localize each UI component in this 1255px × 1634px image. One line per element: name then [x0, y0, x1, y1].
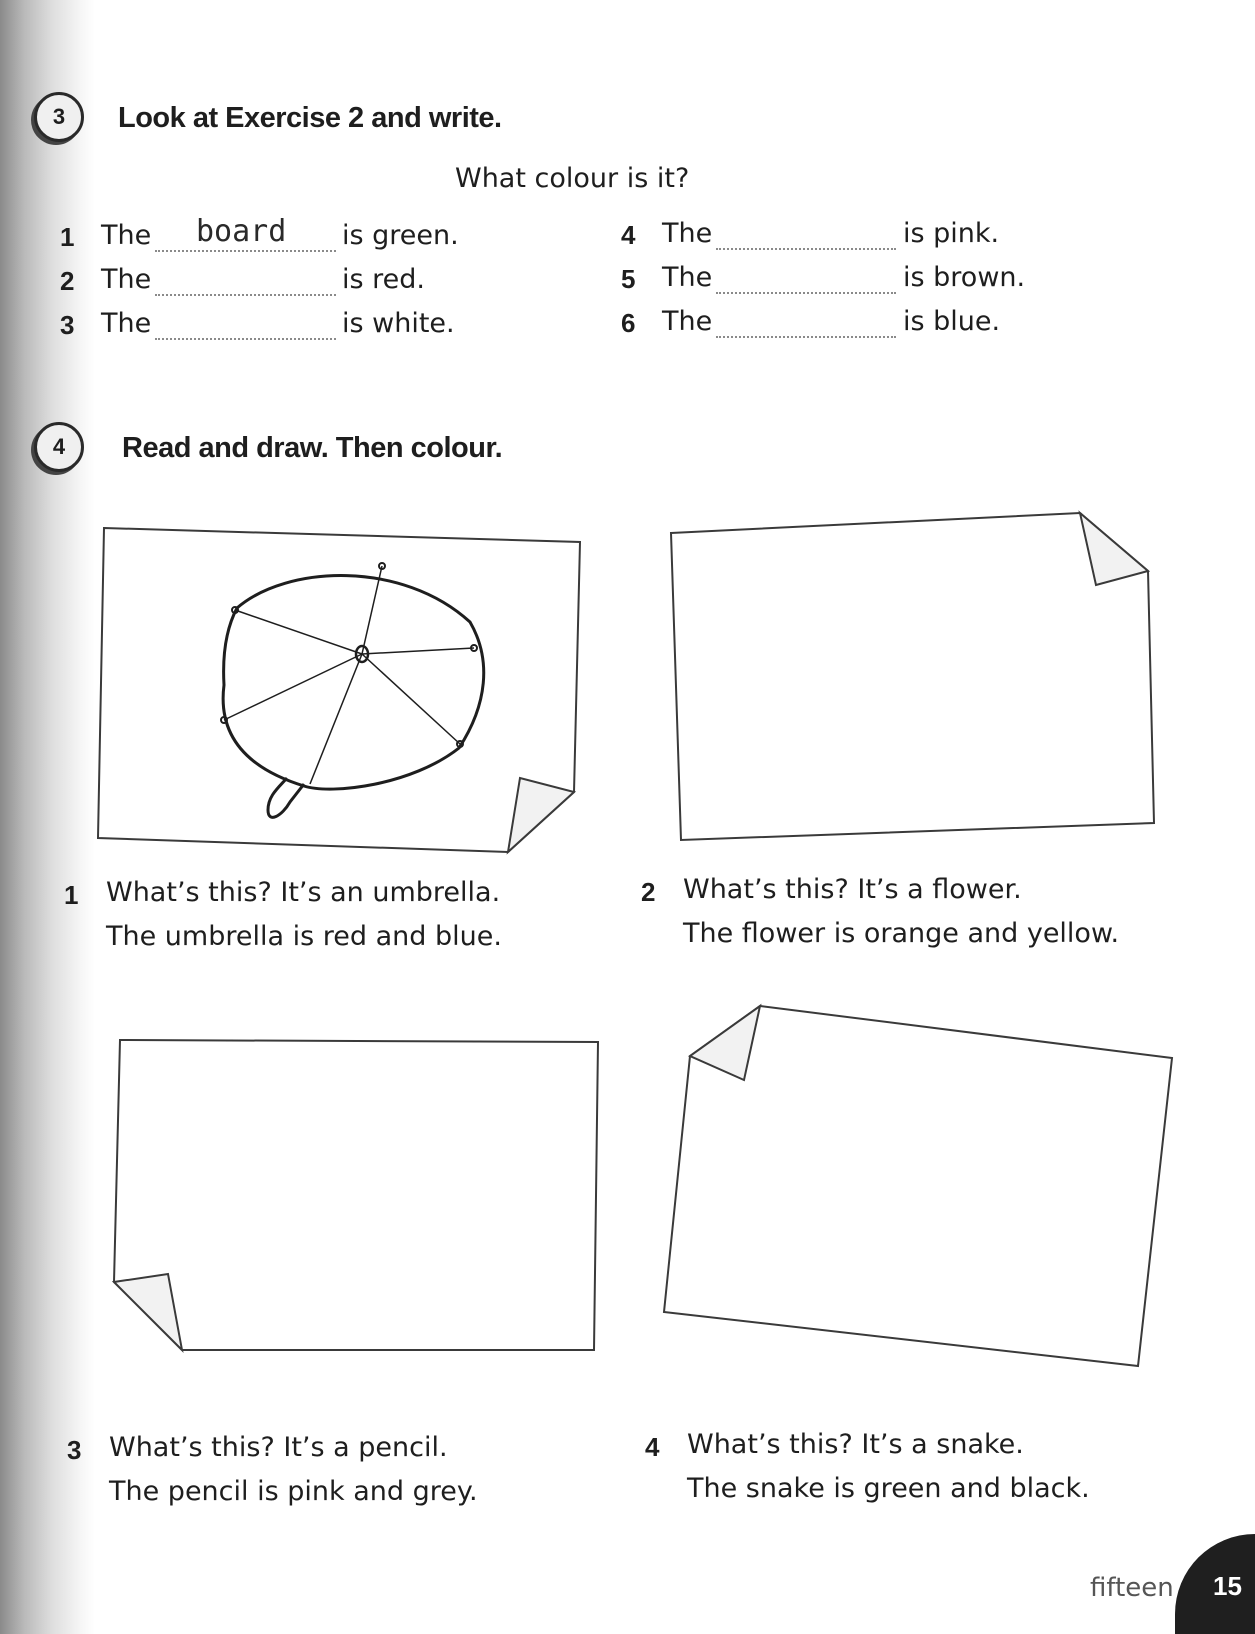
- item-number: 6: [621, 308, 636, 338]
- item-tail: is green.: [342, 220, 459, 251]
- exercise-4-number-badge: [34, 422, 84, 472]
- item-number: 4: [621, 220, 636, 250]
- answer-blank[interactable]: [716, 248, 896, 250]
- item-number: 3: [60, 310, 75, 340]
- item-tail: is brown.: [903, 262, 1026, 293]
- exercise-3-title: Look at Exercise 2 and write.: [118, 102, 502, 134]
- item-number: 2: [60, 266, 75, 296]
- drawing-area-3[interactable]: [110, 1032, 605, 1357]
- item-tail: is white.: [342, 308, 455, 339]
- caption-number: 3: [67, 1435, 82, 1465]
- caption-description: The flower is orange and yellow.: [683, 918, 1120, 949]
- caption-question: What’s this? It’s a snake.: [687, 1429, 1024, 1460]
- answer-blank[interactable]: [716, 336, 896, 338]
- exercise-4-number: 4: [52, 434, 66, 459]
- item-tail: is red.: [342, 264, 425, 295]
- caption-description: The snake is green and black.: [687, 1473, 1090, 1504]
- item-article: The: [662, 306, 713, 337]
- book-spine-shadow: [0, 0, 95, 1634]
- answer-text: board: [196, 214, 287, 249]
- item-article: The: [101, 264, 152, 295]
- item-article: The: [662, 218, 713, 249]
- page-number-word: fifteen: [1090, 1573, 1174, 1603]
- caption-description: The pencil is pink and grey.: [109, 1476, 478, 1507]
- item-tail: is pink.: [903, 218, 1000, 249]
- item-number: 5: [621, 264, 636, 294]
- exercise-3-number: 3: [52, 104, 66, 129]
- item-tail: is blue.: [903, 306, 1001, 337]
- answer-blank[interactable]: [155, 250, 336, 252]
- item-article: The: [101, 220, 152, 251]
- caption-question: What’s this? It’s a pencil.: [109, 1432, 448, 1463]
- answer-blank[interactable]: [155, 294, 336, 296]
- drawing-area-1[interactable]: [92, 520, 582, 860]
- caption-question: What’s this? It’s an umbrella.: [106, 877, 501, 908]
- drawing-area-4[interactable]: [660, 1000, 1180, 1370]
- item-article: The: [662, 262, 713, 293]
- drawing-area-2[interactable]: [666, 505, 1166, 850]
- item-number: 1: [60, 222, 75, 252]
- exercise-3-number-badge: [34, 92, 84, 142]
- exercise-4-title: Read and draw. Then colour.: [122, 432, 503, 464]
- exercise-3-subtitle: What colour is it?: [455, 163, 690, 194]
- caption-description: The umbrella is red and blue.: [106, 921, 502, 952]
- caption-number: 4: [645, 1432, 660, 1462]
- caption-number: 2: [641, 877, 656, 907]
- answer-blank[interactable]: [155, 338, 336, 340]
- page-number: 15: [1213, 1571, 1242, 1601]
- item-article: The: [101, 308, 152, 339]
- caption-question: What’s this? It’s a flower.: [683, 874, 1022, 905]
- caption-number: 1: [64, 880, 79, 910]
- answer-blank[interactable]: [716, 292, 896, 294]
